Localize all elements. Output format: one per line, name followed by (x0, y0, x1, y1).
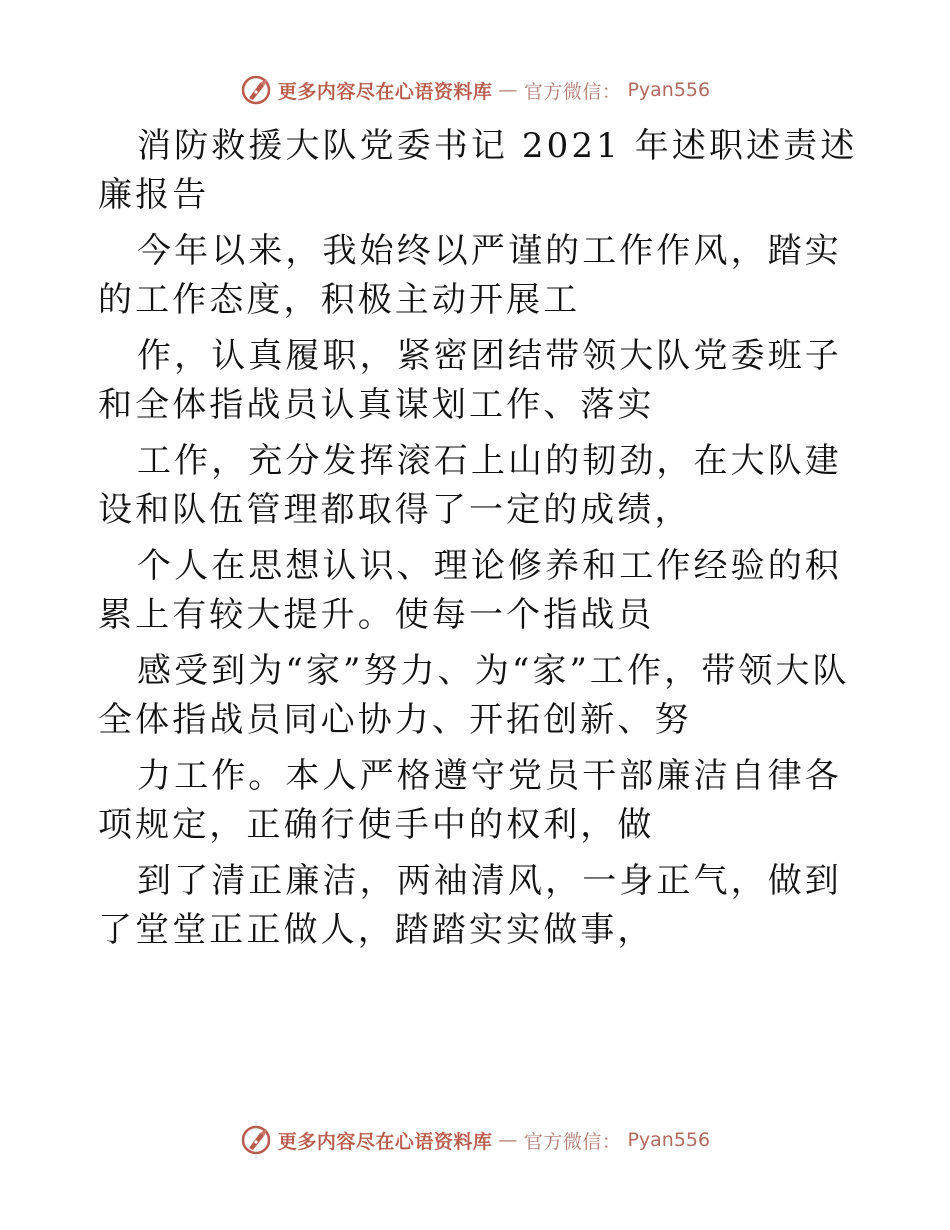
watermark-wechat-id: Pyan556 (627, 1129, 711, 1151)
document-body (98, 122, 858, 962)
watermark-main-text: 更多内容尽在心语资料库 (277, 80, 493, 103)
document-title: 消防救援大队党委书记 2021 年述职述责述廉报告 (98, 126, 858, 215)
header-watermark (0, 70, 950, 110)
watermark-main-text: 更多内容尽在心语资料库 (277, 1130, 493, 1153)
watermark-wechat-id: Pyan556 (627, 79, 711, 101)
footer-watermark (0, 1120, 950, 1160)
pen-nib-logo-icon (240, 1124, 272, 1156)
paragraph: 工作，充分发挥滚石上山的韧劲，在大队建设和队伍管理都取得了一定的成绩， (98, 441, 842, 530)
paragraph: 到了清正廉洁，两袖清风，一身正气，做到了堂堂正正做人，踏踏实实做事， (98, 861, 842, 950)
paragraph: 力工作。本人严格遵守党员干部廉洁自律各项规定，正确行使手中的权利，做 (98, 756, 842, 845)
paragraph: 个人在思想认识、理论修养和工作经验的积累上有较大提升。使每一个指战员 (98, 546, 842, 635)
pen-nib-logo-icon (240, 74, 272, 106)
watermark-wechat-label: 官方微信： (523, 80, 622, 103)
watermark-dash: — (498, 79, 518, 101)
watermark-wechat-label: 官方微信： (523, 1130, 622, 1153)
watermark-dash: — (498, 1129, 518, 1151)
paragraph: 今年以来，我始终以严谨的工作作风，踏实的工作态度，积极主动开展工 (98, 231, 842, 320)
paragraph: 作，认真履职，紧密团结带领大队党委班子和全体指战员认真谋划工作、落实 (98, 336, 842, 425)
paragraph: 感受到为“家”努力、为“家”工作，带领大队全体指战员同心协力、开拓创新、努 (98, 651, 850, 740)
